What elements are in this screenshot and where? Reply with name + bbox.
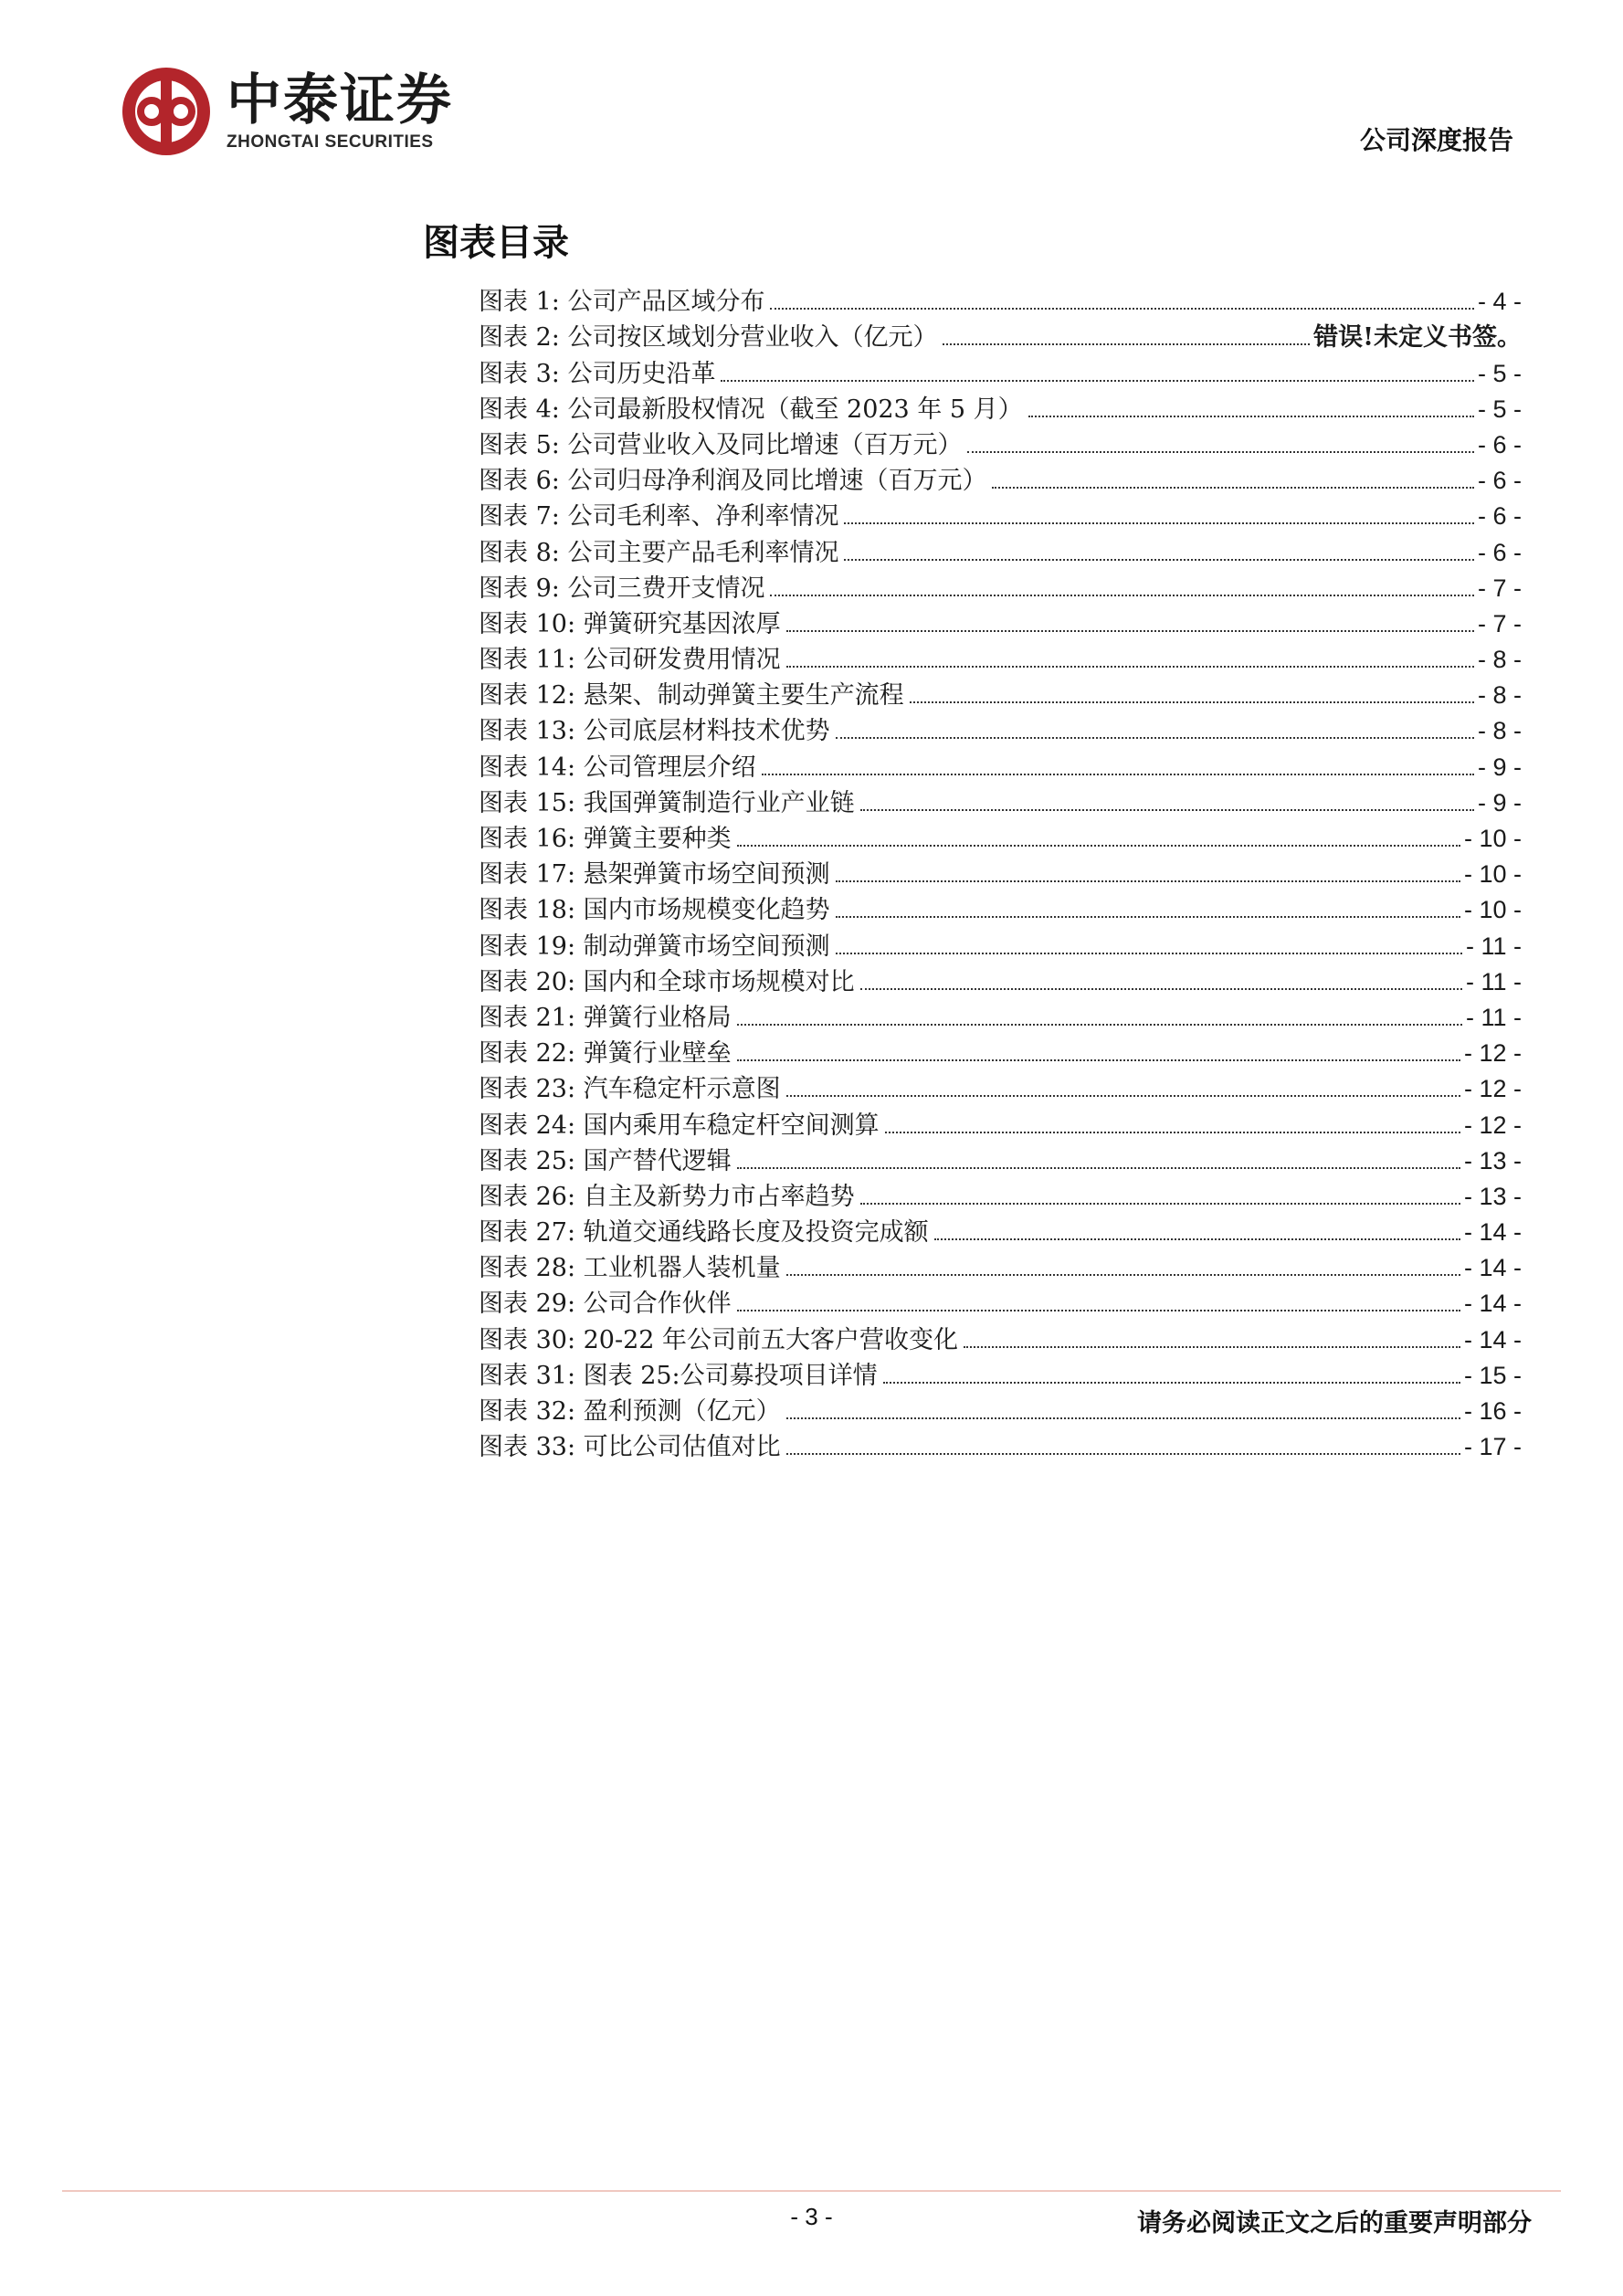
- toc-dot-leader: [737, 1310, 1460, 1311]
- toc-dot-leader: [844, 522, 1474, 524]
- toc-entry[interactable]: [479, 997, 1522, 1033]
- toc-entry-label[interactable]: 图表 30: 20-22 年公司前五大客户营收变化: [479, 1325, 959, 1354]
- toc-entry[interactable]: [479, 460, 1522, 496]
- toc-entry[interactable]: [479, 1069, 1522, 1104]
- toc-entry-page[interactable]: - 9 -: [1477, 788, 1522, 816]
- toc-entry[interactable]: [479, 1248, 1522, 1283]
- footer-page-number: - 3 -: [790, 2203, 833, 2230]
- toc-entry-page[interactable]: - 4 -: [1477, 288, 1522, 316]
- toc-entry-label[interactable]: 图表 15: 我国弹簧制造行业产业链: [479, 788, 855, 817]
- toc-entry-page[interactable]: - 6 -: [1477, 467, 1522, 495]
- toc-entry-label[interactable]: 图表 27: 轨道交通线路长度及投资完成额: [479, 1218, 929, 1248]
- toc-entry[interactable]: [479, 532, 1522, 567]
- toc-entry-page[interactable]: - 5 -: [1477, 359, 1522, 387]
- toc-dot-leader: [836, 880, 1460, 882]
- toc-dot-leader: [786, 630, 1474, 632]
- toc-entry-page[interactable]: - 6 -: [1477, 538, 1522, 566]
- toc-entry-page[interactable]: - 14 -: [1463, 1290, 1522, 1318]
- toc-entry[interactable]: [479, 1391, 1522, 1427]
- toc-dot-leader: [1028, 416, 1474, 417]
- toc-entry-page[interactable]: - 12 -: [1463, 1039, 1522, 1068]
- toc-entry-page[interactable]: - 11 -: [1465, 932, 1522, 960]
- toc-dot-leader: [721, 380, 1474, 382]
- toc-entry[interactable]: [479, 1283, 1522, 1319]
- toc-entry-label[interactable]: 图表 13: 公司底层材料技术优势: [479, 717, 830, 746]
- toc-entry-label[interactable]: 图表 4: 公司最新股权情况（截至 2023 年 5 月）: [479, 395, 1023, 424]
- toc-entry[interactable]: [479, 639, 1522, 675]
- toc-entry[interactable]: [479, 1104, 1522, 1140]
- toc-entry-label[interactable]: 图表 10: 弹簧研究基因浓厚: [479, 609, 781, 638]
- toc-dot-leader: [737, 1167, 1460, 1169]
- report-type-label: 公司深度报告: [1359, 125, 1513, 155]
- toc-entry-page[interactable]: - 17 -: [1463, 1433, 1522, 1461]
- toc-entry-page[interactable]: - 8 -: [1477, 681, 1522, 710]
- toc-entry[interactable]: [479, 854, 1522, 890]
- toc-dot-leader: [943, 343, 1310, 345]
- toc-entry-page[interactable]: - 12 -: [1463, 1075, 1522, 1103]
- toc-entry[interactable]: [479, 1212, 1522, 1248]
- toc-entry-label[interactable]: 图表 22: 弹簧行业壁垒: [479, 1039, 732, 1069]
- toc-entry-label[interactable]: 图表 26: 自主及新势力市占率趋势: [479, 1182, 855, 1211]
- toc-dot-leader: [762, 774, 1474, 775]
- toc-dot-leader: [737, 845, 1460, 847]
- toc-entry[interactable]: [479, 496, 1522, 532]
- toc-entry[interactable]: [479, 353, 1522, 388]
- toc-entry-page[interactable]: - 14 -: [1463, 1218, 1522, 1247]
- toc-entry[interactable]: [479, 317, 1522, 353]
- toc-entry-label[interactable]: 图表 19: 制动弹簧市场空间预测: [479, 932, 830, 961]
- toc-dot-leader: [836, 953, 1462, 954]
- toc-entry[interactable]: [479, 783, 1522, 818]
- toc-entry[interactable]: [479, 925, 1522, 961]
- toc-entry-label[interactable]: 图表 29: 公司合作伙伴: [479, 1290, 732, 1319]
- toc-entry-page[interactable]: - 8 -: [1477, 717, 1522, 745]
- toc-entry[interactable]: [479, 389, 1522, 425]
- toc-entry-label[interactable]: 图表 33: 可比公司估值对比: [479, 1433, 781, 1462]
- toc-entry-label[interactable]: 图表 17: 悬架弹簧市场空间预测: [479, 860, 830, 890]
- toc-entry-label[interactable]: 图表 18: 国内市场规模变化趋势: [479, 896, 830, 925]
- toc-entry-label[interactable]: 图表 6: 公司归母净利润及同比增速（百万元）: [479, 467, 987, 496]
- toc-entry-page[interactable]: - 14 -: [1463, 1325, 1522, 1353]
- company-logo: [119, 64, 453, 159]
- toc-entry-page[interactable]: - 7 -: [1477, 609, 1522, 637]
- toc-dot-leader: [844, 559, 1474, 561]
- toc-dot-leader: [860, 1203, 1460, 1205]
- toc-entry-label[interactable]: 图表 16: 弹簧主要种类: [479, 825, 732, 853]
- toc-dot-leader: [836, 916, 1460, 918]
- toc-entry[interactable]: [479, 1141, 1522, 1176]
- toc-entry-label[interactable]: 图表 32: 盈利预测（亿元）: [479, 1397, 781, 1426]
- toc-dot-leader: [860, 809, 1474, 811]
- toc-entry-page[interactable]: - 10 -: [1463, 860, 1522, 889]
- toc-entry[interactable]: [479, 1427, 1522, 1462]
- toc-dot-leader: [786, 1095, 1460, 1097]
- toc-entry-page[interactable]: - 6 -: [1477, 430, 1522, 458]
- footer-disclaimer-note: 请务必阅读正文之后的重要声明部分: [1137, 2209, 1532, 2238]
- toc-entry[interactable]: [479, 1176, 1522, 1212]
- toc-dot-leader: [770, 308, 1474, 310]
- toc-entry[interactable]: [479, 962, 1522, 997]
- toc-entry-label[interactable]: 图表 3: 公司历史沿革: [479, 359, 716, 388]
- toc-entry-label[interactable]: 图表 21: 弹簧行业格局: [479, 1003, 732, 1032]
- toc-entry[interactable]: [479, 425, 1522, 460]
- toc-entry[interactable]: [479, 604, 1522, 639]
- toc-entry[interactable]: [479, 568, 1522, 604]
- toc-dot-leader: [737, 1059, 1460, 1061]
- toc-entry-page[interactable]: 错误!未定义书签。: [1313, 323, 1522, 353]
- toc-entry-page[interactable]: - 10 -: [1463, 825, 1522, 852]
- toc-dot-leader: [860, 988, 1462, 990]
- toc-dot-leader: [992, 487, 1474, 489]
- zhongtai-logo-icon: [119, 64, 214, 159]
- toc-entry-label[interactable]: 图表 9: 公司三费开支情况: [479, 574, 765, 603]
- toc-dot-leader: [786, 666, 1474, 668]
- toc-entry-label[interactable]: 图表 8: 公司主要产品毛利率情况: [479, 538, 839, 567]
- logo-english-name: ZHONGTAI SECURITIES: [227, 132, 434, 152]
- toc-entry[interactable]: [479, 675, 1522, 711]
- toc-dot-leader: [770, 595, 1474, 596]
- toc-entry[interactable]: [479, 818, 1522, 854]
- toc-dot-leader: [967, 451, 1474, 453]
- toc-entry-label[interactable]: 图表 11: 公司研发费用情况: [479, 646, 781, 675]
- toc-entry-label[interactable]: 图表 2: 公司按区域划分营业收入（亿元）: [479, 323, 938, 353]
- toc-dot-leader: [737, 1024, 1462, 1026]
- toc-entry-label[interactable]: 图表 12: 悬架、制动弹簧主要生产流程: [479, 681, 904, 711]
- toc-entry-label[interactable]: 图表 14: 公司管理层介绍: [479, 753, 756, 782]
- toc-entry-label[interactable]: 图表 24: 国内乘用车稳定杆空间测算: [479, 1111, 880, 1140]
- toc-dot-leader: [910, 701, 1474, 703]
- toc-entry-label[interactable]: 图表 28: 工业机器人装机量: [479, 1254, 781, 1283]
- toc-dot-leader: [786, 1453, 1460, 1455]
- toc-entry[interactable]: [479, 890, 1522, 925]
- toc-title: 图表目录: [423, 221, 569, 264]
- toc-entry-page[interactable]: - 6 -: [1477, 502, 1522, 531]
- toc-entry-label[interactable]: 图表 5: 公司营业收入及同比增速（百万元）: [479, 430, 963, 459]
- toc-entry[interactable]: [479, 281, 1522, 317]
- toc-list: [479, 281, 1522, 1462]
- toc-entry-label[interactable]: 图表 23: 汽车稳定杆示意图: [479, 1075, 781, 1104]
- toc-entry-page[interactable]: - 13 -: [1463, 1182, 1522, 1210]
- toc-entry-label[interactable]: 图表 20: 国内和全球市场规模对比: [479, 967, 855, 996]
- toc-entry-page[interactable]: - 15 -: [1463, 1361, 1522, 1389]
- toc-entry-label[interactable]: 图表 7: 公司毛利率、净利率情况: [479, 502, 839, 532]
- toc-entry-page[interactable]: - 7 -: [1477, 574, 1522, 602]
- footer-divider: [62, 2190, 1561, 2192]
- toc-dot-leader: [786, 1417, 1460, 1419]
- toc-entry-label[interactable]: 图表 31: 图表 25:公司募投项目详情: [479, 1361, 878, 1390]
- toc-dot-leader: [934, 1238, 1460, 1240]
- toc-entry-page[interactable]: - 8 -: [1477, 646, 1522, 674]
- toc-dot-leader: [883, 1382, 1460, 1384]
- toc-dot-leader: [964, 1346, 1460, 1348]
- toc-entry-label[interactable]: 图表 25: 国产替代逻辑: [479, 1146, 732, 1175]
- toc-entry[interactable]: [479, 1033, 1522, 1069]
- toc-entry-label[interactable]: 图表 1: 公司产品区域分布: [479, 288, 765, 317]
- toc-entry[interactable]: [479, 711, 1522, 746]
- toc-entry-page[interactable]: - 5 -: [1477, 395, 1522, 423]
- toc-dot-leader: [885, 1132, 1460, 1133]
- toc-entry-page[interactable]: - 9 -: [1477, 753, 1522, 781]
- toc-entry[interactable]: [479, 1355, 1522, 1391]
- toc-dot-leader: [786, 1274, 1460, 1276]
- logo-chinese-name: 中泰证券: [227, 68, 453, 132]
- toc-entry-page[interactable]: - 12 -: [1463, 1111, 1522, 1139]
- toc-entry-page[interactable]: - 14 -: [1463, 1254, 1522, 1282]
- toc-entry-page[interactable]: - 11 -: [1465, 1003, 1522, 1031]
- toc-entry[interactable]: [479, 1319, 1522, 1354]
- toc-dot-leader: [836, 737, 1474, 739]
- toc-entry-page[interactable]: - 11 -: [1465, 967, 1522, 995]
- toc-entry-page[interactable]: - 13 -: [1463, 1146, 1522, 1174]
- logo-text: [227, 70, 453, 153]
- toc-entry-page[interactable]: - 10 -: [1463, 896, 1522, 924]
- toc-entry-page[interactable]: - 16 -: [1463, 1397, 1522, 1425]
- toc-entry[interactable]: [479, 746, 1522, 782]
